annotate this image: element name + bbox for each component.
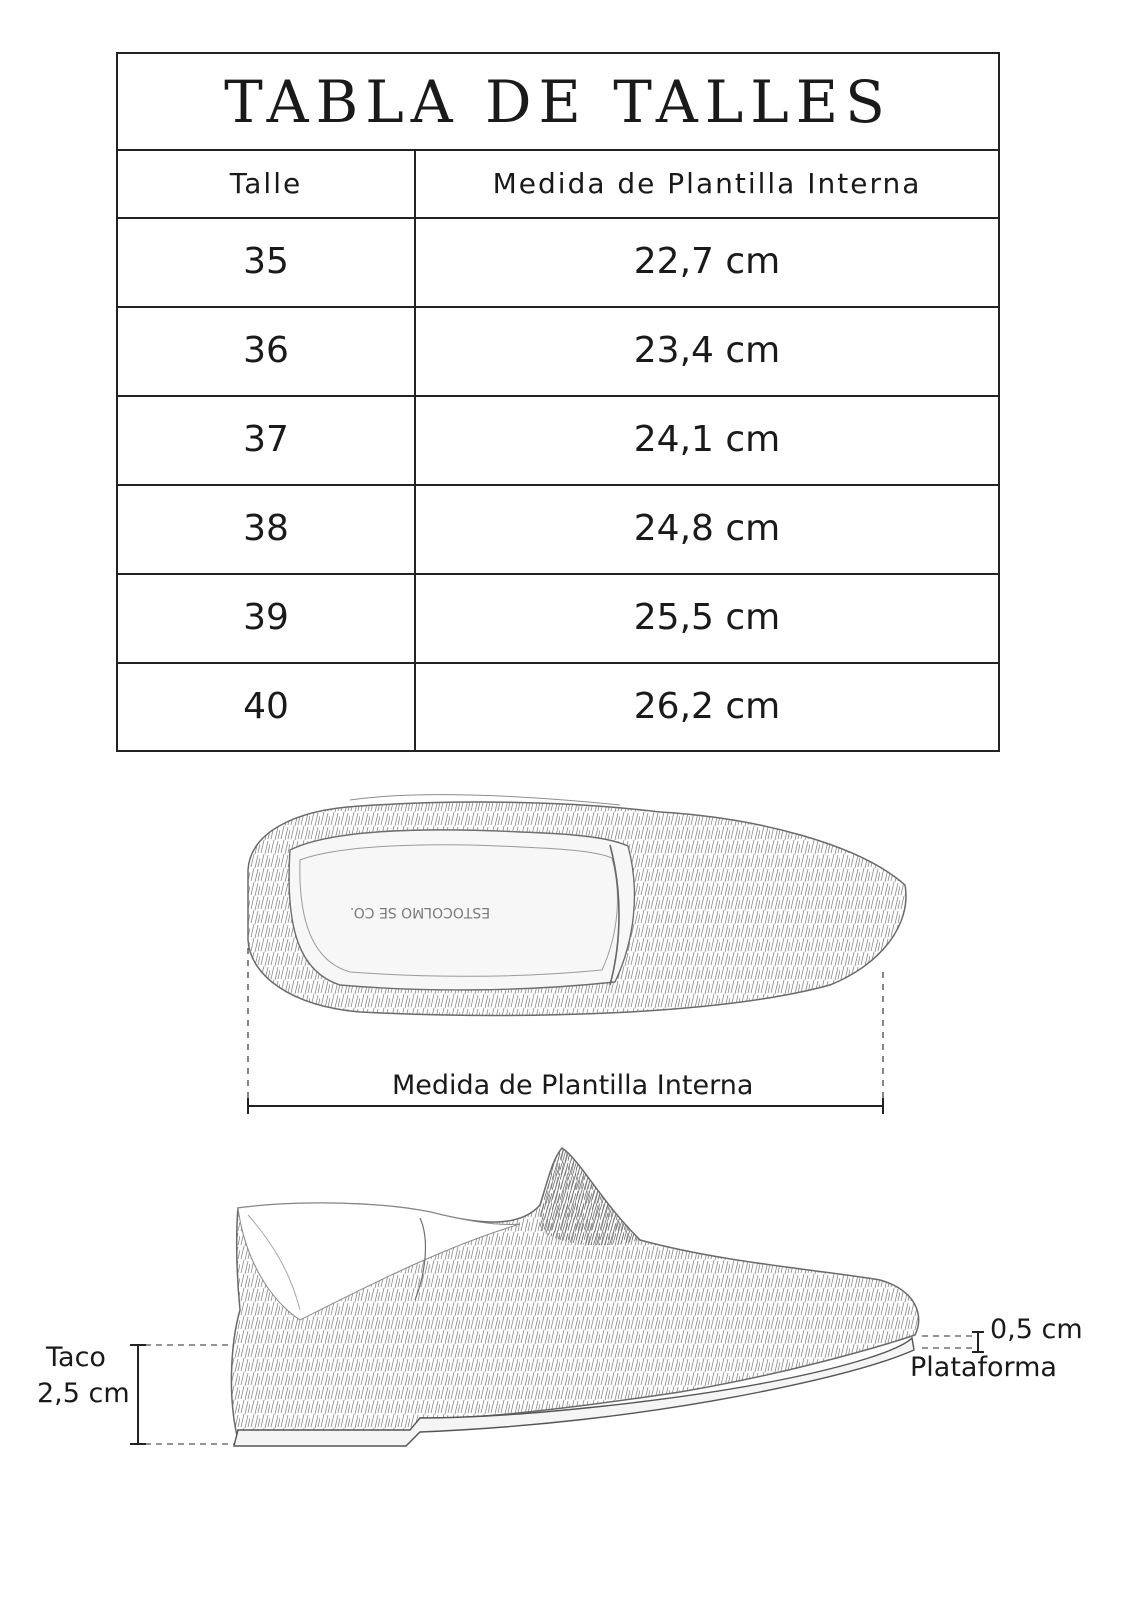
- row-length: 23,4 cm: [633, 330, 781, 371]
- platform-height-value: 0,5 cm: [990, 1314, 1083, 1345]
- insole-brand-mark: ESTOCOLMO SE CO.: [349, 904, 491, 920]
- row-size: 37: [118, 395, 416, 484]
- row-size: 40: [118, 662, 416, 750]
- row-length: 24,8 cm: [633, 508, 781, 549]
- heel-height-value: 2,5 cm: [37, 1378, 130, 1409]
- heel-label: Taco: [46, 1342, 106, 1373]
- row-size: 35: [118, 217, 416, 306]
- table-title: TABLA DE TALLES: [224, 67, 892, 136]
- row-size: 38: [118, 484, 416, 573]
- shoe-side-view: [231, 1148, 918, 1446]
- platform-dimension: [922, 1332, 984, 1352]
- insole-length-label: Medida de Plantilla Interna: [392, 1070, 754, 1101]
- row-length: 24,1 cm: [633, 419, 781, 460]
- row-size: 36: [118, 306, 416, 395]
- shoe-top-view: [248, 795, 906, 1016]
- row-size: 39: [118, 573, 416, 662]
- header-size: Talle: [118, 149, 416, 217]
- row-length: 25,5 cm: [633, 597, 781, 638]
- header-insole-length: Medida de Plantilla Interna: [492, 166, 922, 200]
- row-length: 22,7 cm: [633, 241, 781, 282]
- row-length: 26,2 cm: [633, 685, 781, 727]
- heel-dimension: [130, 1345, 234, 1444]
- platform-label: Plataforma: [910, 1352, 1057, 1383]
